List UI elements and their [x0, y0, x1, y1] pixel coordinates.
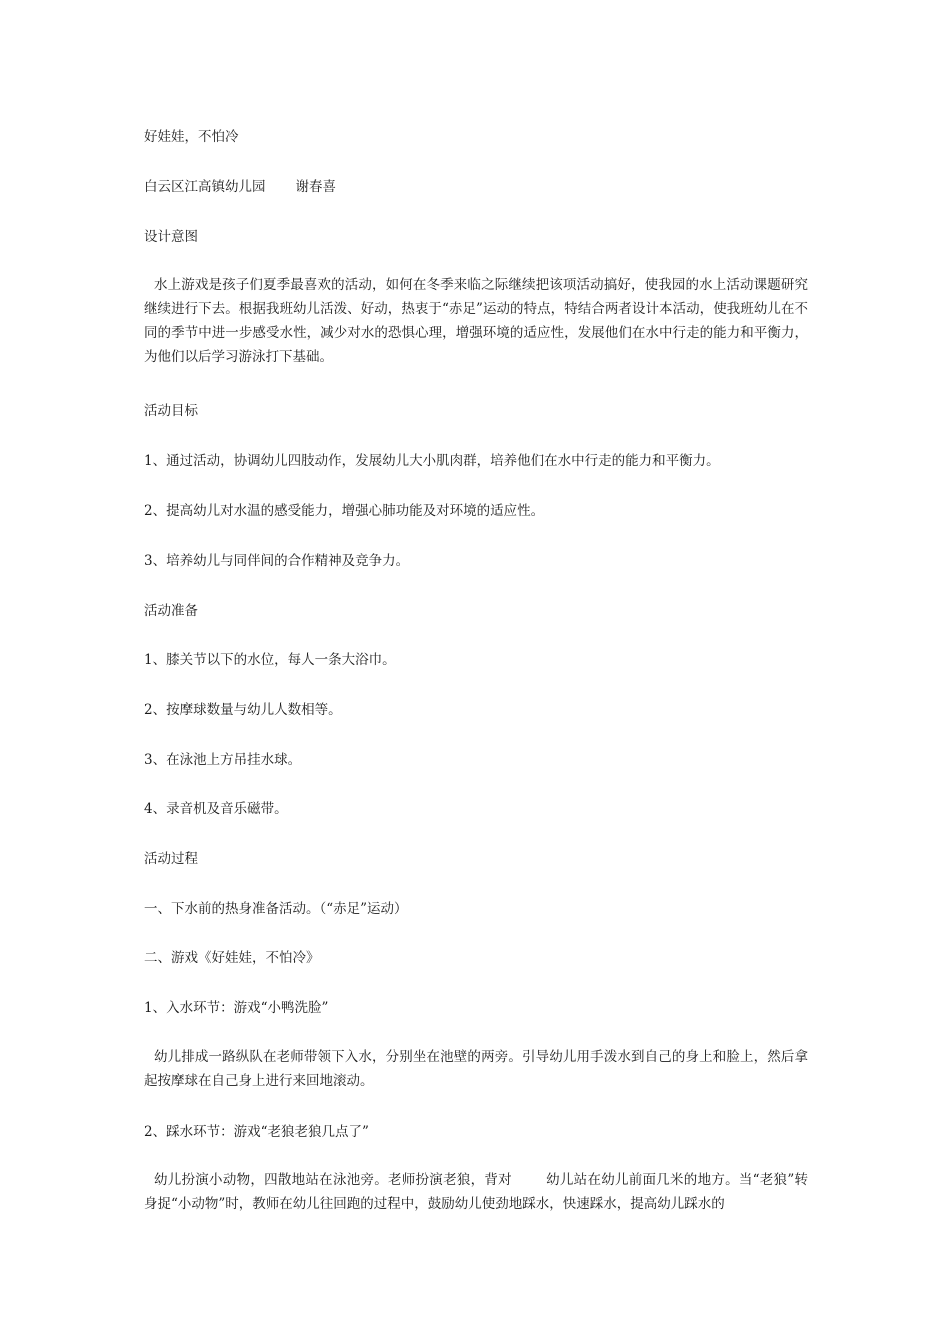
intent-paragraph: 水上游戏是孩子们夏季最喜欢的活动，如何在冬季来临之际继续把该项活动搞好，使我园的水上活动课题研究继续进行下去。根据我班幼儿活泼、好动，热衷于“赤足”运动的特点，特结合两者设计本活动，使我班幼儿在不同的季节中进一步感受水性，减少对水的恐惧心理，增强环境的适应性，发展他们在水中行走的能力和平衡力，为他们以后学习游泳打下基础。 — [144, 277, 808, 365]
subsection-heading: 2、踩水环节：游戏“老狼老狼几点了” — [144, 1124, 369, 1140]
section-heading-process: 活动过程 — [144, 851, 198, 867]
goal-item: 3、培养幼儿与同伴间的合作精神及竞争力。 — [144, 553, 410, 569]
paragraph-segment: 幼儿站在幼儿前面几米的地方。当“老狼”转身捉“小动物”时，教师在幼儿往回跑的过程中，鼓励幼儿使劲地踩水，快速踩水，提高幼儿踩水的 — [144, 1172, 808, 1212]
prep-item: 2、按摩球数量与幼儿人数相等。 — [144, 702, 342, 718]
goal-item: 2、提高幼儿对水温的感受能力，增强心肺功能及对环境的适应性。 — [144, 503, 545, 519]
prep-item: 4、录音机及音乐磁带。 — [144, 801, 288, 817]
section-heading-prep: 活动准备 — [144, 603, 198, 619]
document-title: 好娃娃，不怕冷 — [144, 129, 239, 145]
author-line — [144, 175, 808, 199]
subsection-heading: 1、入水环节：游戏“小鸭洗脸” — [144, 1000, 329, 1016]
subsection-paragraph — [144, 1168, 808, 1216]
prep-item: 1、膝关节以下的水位，每人一条大浴巾。 — [144, 652, 396, 668]
goal-item: 1、通过活动，协调幼儿四肢动作，发展幼儿大小肌肉群，培养他们在水中行走的能力和平衡力。 — [144, 453, 720, 469]
prep-item: 3、在泳池上方吊挂水球。 — [144, 752, 302, 768]
paragraph-segment: 幼儿扮演小动物，四散地站在泳池旁。老师扮演老狼，背对 — [154, 1172, 512, 1188]
process-step: 二、游戏《好娃娃，不怕冷》 — [144, 950, 320, 966]
subsection-paragraph: 幼儿排成一路纵队在老师带领下入水，分别坐在池壁的两旁。引导幼儿用手泼水到自己的身上和脸上，然后拿起按摩球在自己身上进行来回地滚动。 — [144, 1049, 808, 1089]
author-name: 谢春喜 — [295, 179, 336, 195]
section-heading-goals: 活动目标 — [144, 403, 198, 419]
author-org: 白云区江高镇幼儿园 — [144, 179, 266, 195]
section-heading-intent: 设计意图 — [144, 229, 198, 245]
process-step: 一、下水前的热身准备活动。（“赤足”运动） — [144, 901, 408, 917]
